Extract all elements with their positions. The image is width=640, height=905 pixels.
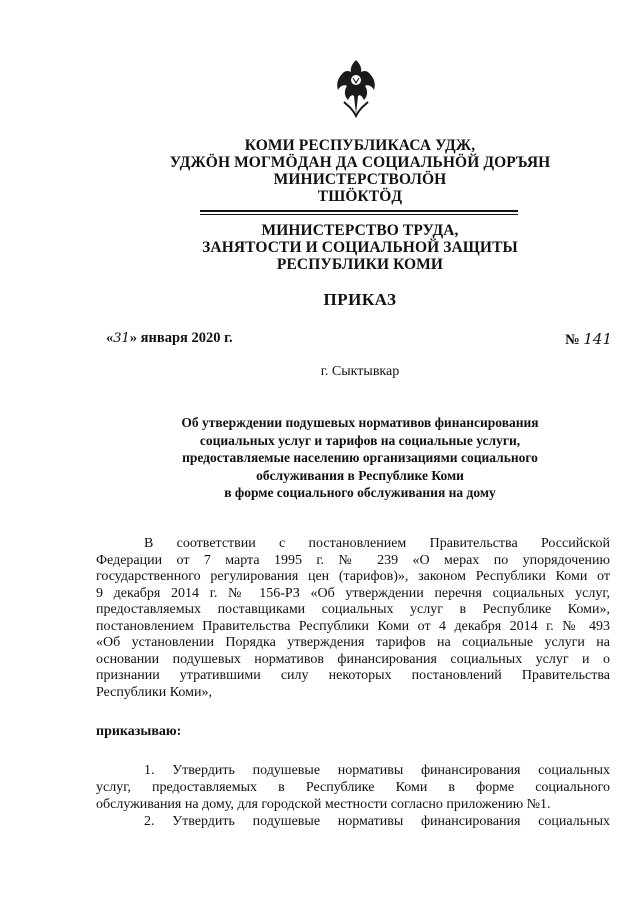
header-ru-line: МИНИСТЕРСТВО ТРУДА, <box>261 222 459 239</box>
preamble-paragraph <box>96 536 610 701</box>
header-komi-line: ТШӦКТӦД <box>317 188 403 205</box>
order-number-label: № <box>565 332 584 348</box>
coat-of-arms-emblem <box>330 56 382 120</box>
order-number-handwritten: 141 <box>583 330 612 348</box>
date-open-quote: « <box>106 330 114 346</box>
date-close-quote: » <box>129 330 138 346</box>
preamble-line: «Об установлении Порядка утверждения тарифов на социальные услуги на <box>96 635 610 650</box>
subject-line: обслуживания в Республике Коми <box>256 467 464 483</box>
preamble-line: 9 декабря 2014 г. № 156-РЗ «Об утверждении перечня социальных услуг, <box>96 585 610 601</box>
header-divider-thin <box>200 214 518 215</box>
preamble-line: признании утратившими силу некоторых постановлений Правительства <box>96 668 610 683</box>
preamble-line: Федерации от 7 марта 1995 г. № 239 «О мерах по упорядочению <box>96 552 610 568</box>
order-subject <box>110 414 610 502</box>
preamble-line: Республики Коми», <box>96 684 212 700</box>
order-date <box>106 330 233 347</box>
preamble-line: предоставляемых поставщиками социальных услуг в Республике Коми», <box>96 602 610 617</box>
document-title: ПРИКАЗ <box>323 290 397 309</box>
subject-line: в форме социального обслуживания на дому <box>224 485 496 500</box>
header-ru-line: РЕСПУБЛИКИ КОМИ <box>276 256 444 273</box>
preamble-line: основании подушевых нормативов финансирования социальных услуг и о <box>96 651 610 667</box>
preamble-line: постановлением Правительства Республики Коми от 4 декабря 2014 г. № 493 <box>96 618 610 634</box>
subject-line: предоставляемые населению организациями социального <box>182 450 538 465</box>
preamble-line: В соответствии с постановлением Правительства Российской <box>144 536 610 551</box>
header-komi-line: КОМИ РЕСПУБЛИКАСА УДЖ, <box>244 137 476 154</box>
date-month-year: января 2020 г. <box>137 330 233 346</box>
order-item-line: услуг, предоставляемых в Республике Коми в форме социального <box>96 780 610 795</box>
subject-line: социальных услуг и тарифов на социальные услуги, <box>199 432 521 448</box>
ministry-header-russian <box>110 222 610 273</box>
header-komi-line: МИНИСТЕРСТВОЛӦН <box>273 171 447 188</box>
subject-line: Об утверждении подушевых нормативов финансирования <box>181 415 539 430</box>
city-name: г. Сыктывкар <box>320 364 400 379</box>
header-ru-line: ЗАНЯТОСТИ И СОЦИАЛЬНОЙ ЗАЩИТЫ <box>202 239 518 256</box>
preamble-line: государственного регулирования цен (тарифов)», законом Республики Коми от <box>96 569 610 584</box>
order-directive-word: приказываю: <box>96 724 182 739</box>
order-item-line: 2. Утвердить подушевые нормативы финансирования социальных <box>144 814 610 829</box>
order-item-line: обслуживания на дому, для городской местности согласно приложению №1. <box>96 797 551 812</box>
ministry-header-komi <box>110 137 610 205</box>
order-item-line: 1. Утвердить подушевые нормативы финансирования социальных <box>144 763 610 778</box>
order-items <box>96 762 610 830</box>
header-divider-thick <box>200 210 518 212</box>
date-day-handwritten: 31 <box>113 331 130 346</box>
header-komi-line: УДЖӦН МОГМӦДАН ДА СОЦИАЛЬНӦЙ ДОРЪЯН <box>169 154 551 171</box>
order-number <box>565 330 612 349</box>
